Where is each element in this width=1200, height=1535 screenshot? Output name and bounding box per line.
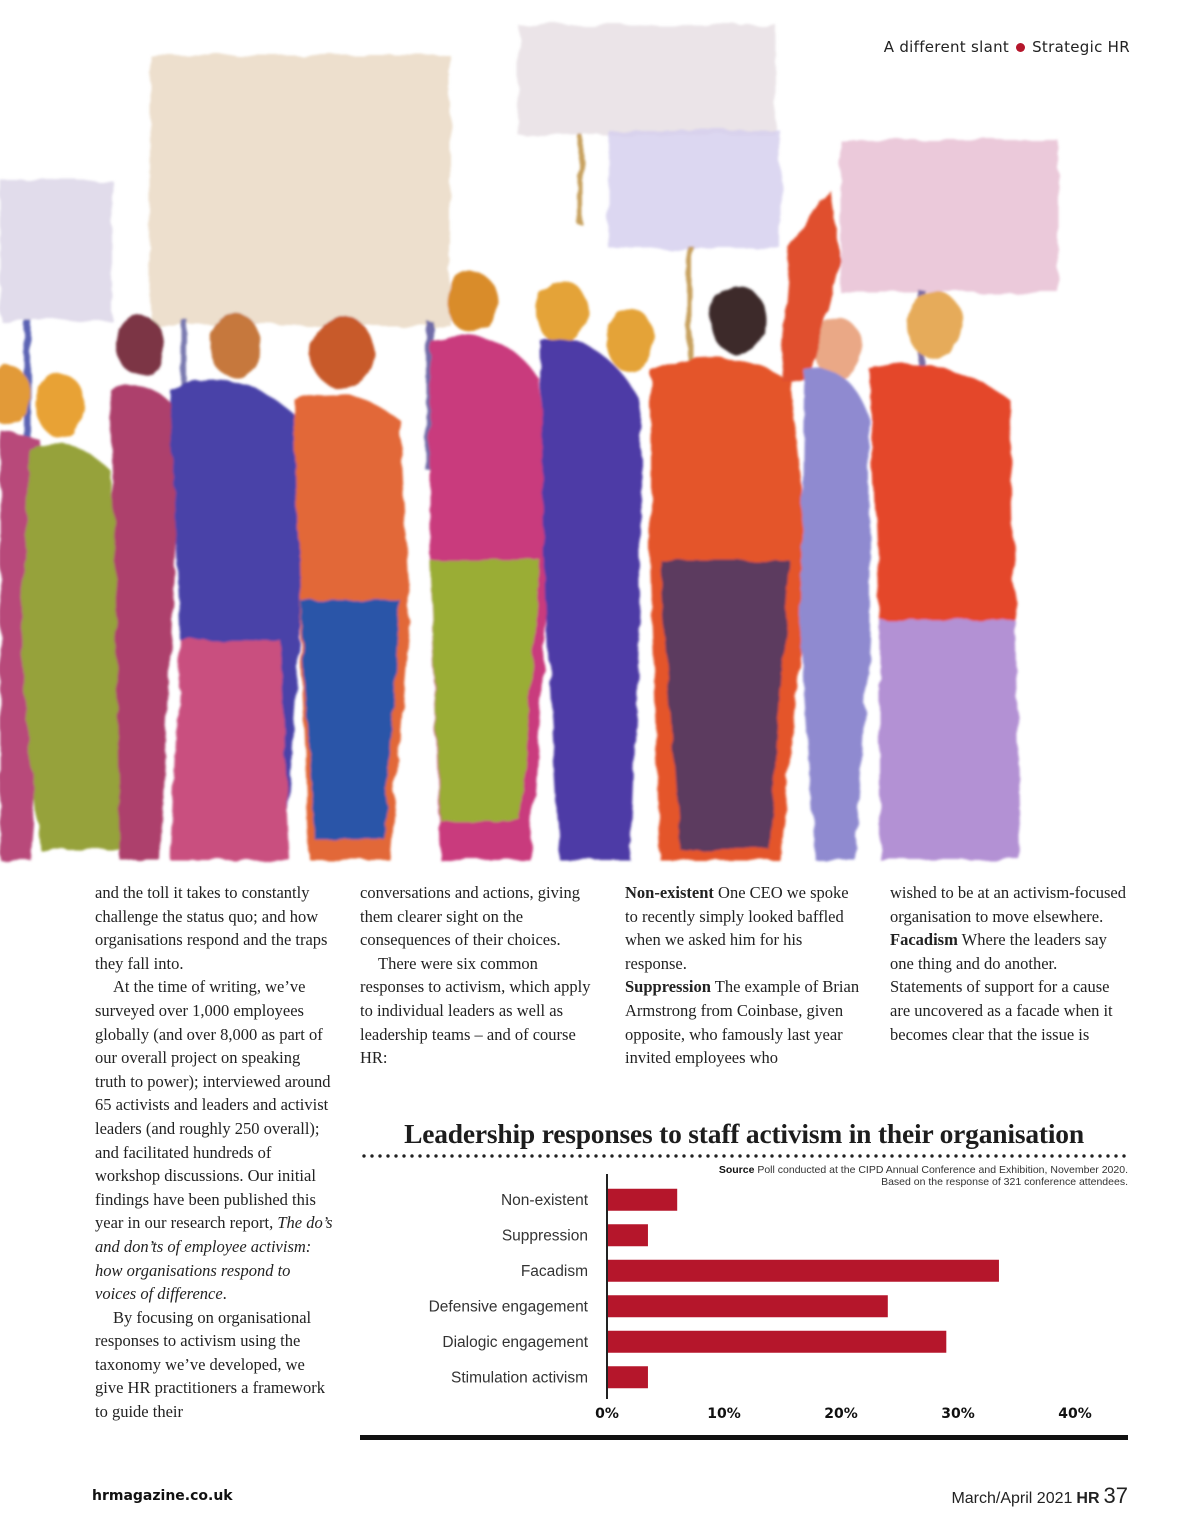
magazine-name: HR xyxy=(1076,1490,1100,1507)
x-tick-label: 10% xyxy=(707,1406,741,1422)
chart-bottom-rule xyxy=(360,1435,1128,1440)
dotted-divider xyxy=(360,1153,1128,1159)
website-url: hrmagazine.co.uk xyxy=(92,1488,233,1504)
category-label: Facadism xyxy=(520,1262,588,1280)
paragraph: At the time of writing, we’ve surveyed over 1,000 employees globally (and over 8,000 as part of our overall project on speaking truth to power); interviewed around 65 activists and leaders and activist leaders (and roughly 250 overall); and facilitated hundreds of workshop discussions. Our initial findings have been published this year in our research report, The do’s and don’ts of employee activism: how organisations respond to voices of difference. xyxy=(95,977,333,1304)
paragraph: and the toll it takes to constantly challenge the status quo; and how organisations respond and the traps they fall into. xyxy=(95,883,328,973)
x-tick-label: 40% xyxy=(1058,1406,1092,1422)
page-number: 37 xyxy=(1103,1483,1128,1508)
text-column-4 xyxy=(890,881,1130,1046)
bar xyxy=(608,1366,648,1388)
text-column-3 xyxy=(625,881,863,1070)
paragraph: Suppression The example of Brian Armstrong from Coinbase, given opposite, who famously last year invited employees who xyxy=(625,977,860,1068)
x-tick-label: 0% xyxy=(595,1406,619,1422)
text-column-1 xyxy=(95,881,335,1424)
bar xyxy=(608,1295,888,1317)
response-term: Suppression xyxy=(625,977,711,997)
category-label: Non-existent xyxy=(500,1191,588,1209)
bar-chart xyxy=(360,1170,1128,1432)
x-tick-label: 30% xyxy=(941,1406,975,1422)
subsection-name: Strategic HR xyxy=(1032,38,1130,56)
chart-source-note: Source Poll conducted at the CIPD Annual Conference and Exhibition, November 2020. Based on the response of 321 conference attendees. xyxy=(718,1164,1128,1188)
chart-title: Leadership responses to staff activism in their organisation xyxy=(404,1118,1084,1149)
section-name: A different slant xyxy=(883,38,1010,56)
paragraph: conversations and actions, giving them clearer sight on the consequences of their choices. xyxy=(360,883,580,950)
bar xyxy=(608,1331,946,1353)
response-term: Non-existent xyxy=(625,883,714,902)
bar xyxy=(608,1260,999,1282)
text-column-2 xyxy=(360,881,598,1070)
category-label: Stimulation activism xyxy=(451,1369,588,1387)
category-label: Dialogic engagement xyxy=(442,1333,588,1351)
x-tick-label: 20% xyxy=(824,1406,858,1422)
bar xyxy=(608,1224,648,1246)
category-label: Defensive engagement xyxy=(428,1298,588,1316)
response-term: Facadism xyxy=(890,930,958,950)
issue-date: March/April 2021 xyxy=(951,1490,1073,1507)
page-footer xyxy=(951,1483,1128,1509)
bar xyxy=(608,1189,677,1211)
paragraph: wished to be at an activism-focused organisation to move elsewhere. xyxy=(890,883,1126,926)
paragraph: There were six common responses to activism, which apply to individual leaders as well as leadership teams – and of course HR: xyxy=(360,953,591,1068)
report-title: The do’s and don’ts of employee activism: how organisations respond to voices of difference xyxy=(95,1213,333,1304)
category-label: Suppression xyxy=(501,1227,588,1245)
paragraph: By focusing on organisational responses to activism using the taxonomy we’ve developed, we give HR practitioners a framework to guide their xyxy=(95,1307,326,1422)
paragraph: Non-existent One CEO we spoke to recently simply looked baffled when we asked him for his response. xyxy=(625,883,849,973)
paragraph: Facadism Where the leaders say one thing and do another. Statements of support for a cause are uncovered as a facade when it becomes clear that the issue is xyxy=(890,930,1113,1044)
